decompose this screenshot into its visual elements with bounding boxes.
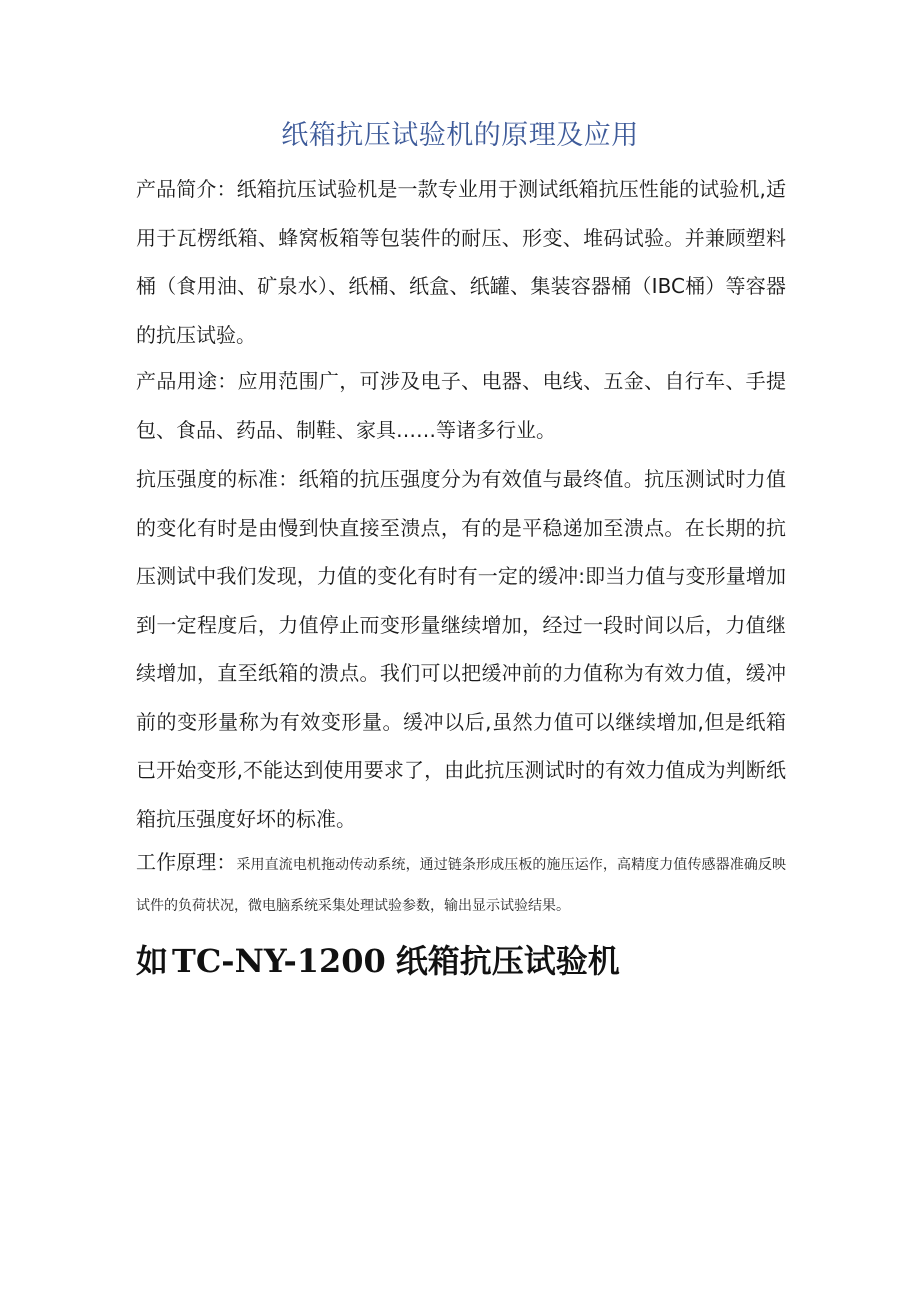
product-use-paragraph: 产品用途：应用范围广，可涉及电子、电器、电线、五金、自行车、手提包、食品、药品、制鞋、家具……等诸多行业。 xyxy=(136,369,786,442)
model-heading-suffix: 纸箱抗压试验机 xyxy=(395,942,620,980)
model-number: TC-NY-1200 xyxy=(172,942,386,980)
product-intro-paragraph: 产品简介：纸箱抗压试验机是一款专业用于测试纸箱抗压性能的试验机,适用于瓦楞纸箱、蜂窝板箱等包装件的耐压、形变、堆码试验。并兼顾塑料桶（食用油、矿泉水）、纸桶、纸盒、纸罐、集装容器桶（IBC桶）等容器的抗压试验。 xyxy=(136,177,786,347)
working-principle-text: 采用直流电机拖动传动系统，通过链条形成压板的施压运作，高精度力值传感器准确反映试件的负荷状况，微电脑系统采集处理试验参数，输出显示试验结果。 xyxy=(136,857,787,914)
strength-standard-paragraph: 抗压强度的标准：纸箱的抗压强度分为有效值与最终值。抗压测试时力值的变化有时是由慢到快直接至溃点，有的是平稳递加至溃点。在长期的抗压测试中我们发现，力值的变化有时有一定的缓冲:即当力值与变形量增加到一定程度后，力值停止而变形量继续增加，经过一段时间以后，力值继续增加，直至纸箱的溃点。我们可以把缓冲前的力值称为有效力值，缓冲前的变形量称为有效变形量。缓冲以后,虽然力值可以继续增加,但是纸箱已开始变形,不能达到使用要求了，由此抗压测试时的有效力值成为判断纸箱抗压强度好坏的标准。 xyxy=(136,467,786,831)
working-principle-paragraph xyxy=(136,843,786,925)
working-principle-label: 工作原理： xyxy=(136,850,237,874)
model-heading xyxy=(136,936,836,986)
model-heading-prefix: 如 xyxy=(136,942,169,980)
document-title: 纸箱抗压试验机的原理及应用 xyxy=(281,120,639,151)
